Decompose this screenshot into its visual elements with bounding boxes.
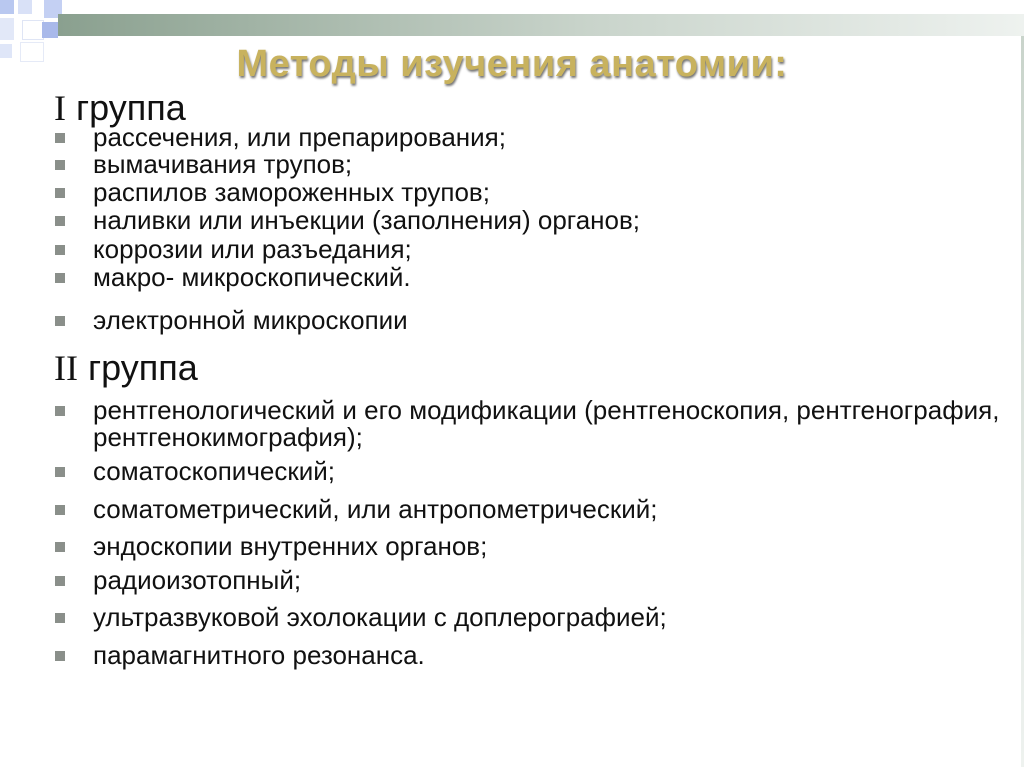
list-item: радиоизотопный;	[55, 567, 1004, 594]
list-item: наливки или инъекции (заполнения) органов;	[55, 207, 1004, 234]
list-item: вымачивания трупов;	[55, 151, 1004, 178]
list-item: распилов замороженных трупов;	[55, 179, 1004, 206]
list-item: коррозии или разъедания;	[55, 236, 1004, 263]
bullet-icon	[55, 160, 65, 170]
bullet-icon	[55, 576, 65, 586]
list-item: макро- микроскопический.	[55, 264, 1004, 291]
list-item: электронной микроскопии	[55, 307, 1004, 334]
group-2-numeral: II	[54, 348, 78, 388]
group-2-word: группа	[88, 347, 198, 388]
group-2-heading	[54, 347, 198, 388]
bullet-icon	[55, 613, 65, 623]
group-1-word: группа	[76, 87, 186, 128]
list-item: эндоскопии внутренних органов;	[55, 533, 1004, 560]
slide-title: Методы изучения анатомии:	[236, 43, 788, 85]
bullet-icon	[55, 406, 65, 416]
header-band	[58, 14, 1024, 36]
list-item: соматометрический, или антропометрический;	[55, 496, 1004, 523]
list-item: соматоскопический;	[55, 458, 1004, 485]
bullet-icon	[55, 316, 65, 326]
bullet-icon	[55, 273, 65, 283]
list-item: парамагнитного резонанса.	[55, 642, 1004, 669]
group-1-numeral: I	[54, 88, 66, 128]
bullet-icon	[55, 216, 65, 226]
bullet-icon	[55, 651, 65, 661]
bullet-icon	[55, 467, 65, 477]
list-item: рентгенологический и его модификации (рентгеноскопия, рентгенография, рентгенокимография);	[55, 397, 1004, 451]
bullet-icon	[55, 542, 65, 552]
list-item: рассечения, или препарирования;	[55, 124, 1004, 151]
bullet-icon	[55, 133, 65, 143]
bullet-icon	[55, 245, 65, 255]
bullet-icon	[55, 505, 65, 515]
bullet-icon	[55, 188, 65, 198]
list-item: ультразвуковой эхолокации с доплерографией;	[55, 604, 1004, 631]
group-1-heading	[54, 87, 186, 128]
